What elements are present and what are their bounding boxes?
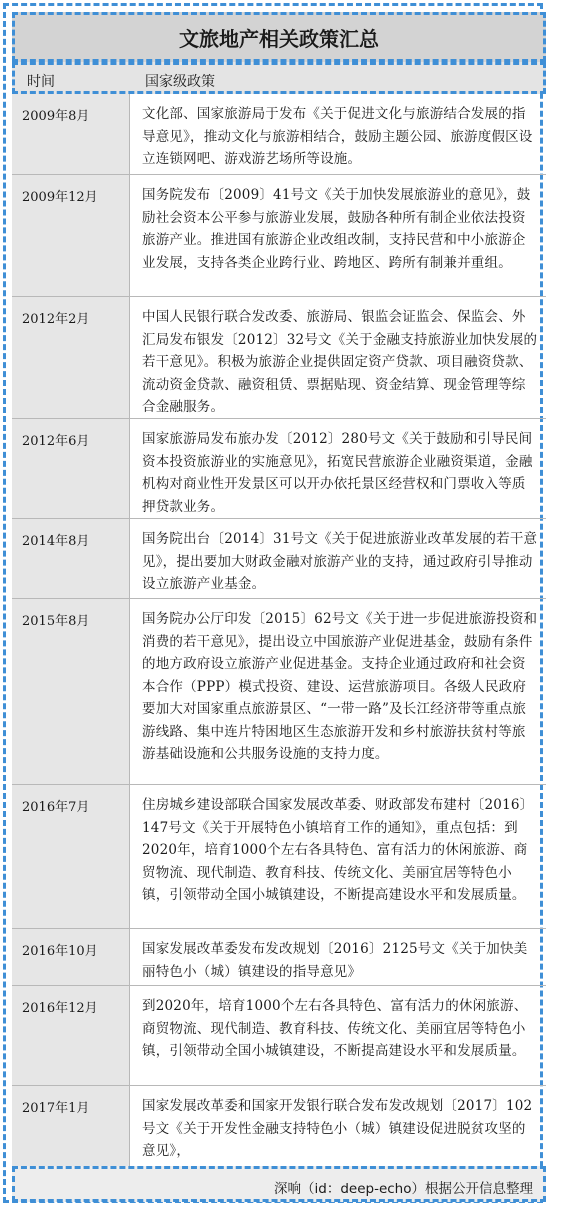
table-row: [12, 175, 546, 297]
row-policy-text: 国务院出台〔2014〕31号文《关于促进旅游业改革发展的若干意见》，提出要加大财政金融对旅游产业的支持，通过政府引导推动设立旅游产业基金。: [142, 531, 538, 592]
table-header: [12, 62, 546, 94]
row-policy-text: 中国人民银行联合发改委、旅游局、银监会证监会、保监会、外汇局发布银发〔2012〕32号文《关于金融支持旅游业加快发展的若干意见》。积极为旅游企业提供固定资产贷款、项目融资贷款、流动资金贷款、融资租赁、票据贴现、资金结算、现金管理等综合金融服务。: [142, 309, 538, 415]
row-date: 2009年12月: [12, 175, 130, 296]
row-policy-text: 住房城乡建设部联合国家发展改革委、财政部发布建村〔2016〕147号文《关于开展特色小镇培育工作的通知》，重点包括：到2020年，培育1000个左右各具特色、富有活力的休闲旅游、商贸物流、现代制造、教育科技、传统文化、美丽宜居等特色小镇，引领带动全国小城镇建设，不断提高建设水平和发展质量。: [142, 797, 534, 903]
table-row: [12, 419, 546, 519]
row-date: 2012年6月: [12, 419, 130, 518]
header-time: 时间: [27, 74, 55, 90]
policy-table: [12, 94, 546, 1166]
row-date: 2016年12月: [12, 986, 130, 1085]
row-date: 2016年10月: [12, 929, 130, 985]
row-policy-text: 国家发展改革委和国家开发银行联合发布发改规划〔2017〕102号文《关于开发性金融支持特色小（城）镇建设促进脱贫攻坚的意见》，: [142, 1098, 533, 1159]
header-policy: 国家级政策: [145, 74, 215, 90]
row-policy-text: 国家发展改革委发布发改规划〔2016〕2125号文《关于加快美丽特色小（城）镇建设的指导意见》: [142, 941, 528, 980]
table-row: [12, 785, 546, 929]
table-title: [12, 12, 546, 62]
table-row: [12, 929, 546, 986]
row-policy-text: 文化部、国家旅游局于发布《关于促进文化与旅游结合发展的指导意见》，推动文化与旅游相结合，鼓励主题公园、旅游度假区设立连锁网吧、游戏游艺场所等设施。: [142, 106, 533, 167]
row-date: 2015年8月: [12, 599, 130, 784]
source-footer: [12, 1166, 546, 1202]
table-row: [12, 986, 546, 1086]
row-date: 2012年2月: [12, 297, 130, 418]
row-policy-text: 国家旅游局发布旅办发〔2012〕280号文《关于鼓励和引导民间资本投资旅游业的实施意见》，拓宽民营旅游企业融资渠道，金融机构对商业性开发景区可以开办依托景区经营权和门票收入等质押贷款业务。: [142, 431, 533, 515]
table-row: [12, 1086, 546, 1166]
row-policy-text: 到2020年，培育1000个左右各具特色、富有活力的休闲旅游、商贸物流、现代制造、教育科技、传统文化、美丽宜居等特色小镇，引领带动全国小城镇建设，不断提高建设水平和发展质量。: [142, 998, 528, 1059]
row-date: 2017年1月: [12, 1086, 130, 1166]
row-date: 2014年8月: [12, 519, 130, 598]
table-row: [12, 94, 546, 175]
table-row: [12, 599, 546, 785]
row-policy-text: 国务院办公厅印发〔2015〕62号文《关于进一步促进旅游投资和消费的若干意见》，提出设立中国旅游产业促进基金，鼓励有条件的地方政府设立旅游产业促进基金。支持企业通过政府和社会资本合作（PPP）模式投资、建设、运营旅游项目。各级人民政府要加大对国家重点旅游景区、“一带一路”及长江经济带等重点旅游线路、集中连片特困地区生态旅游开发和乡村旅游扶贫村等旅游基础设施和公共服务设施的支持力度。: [142, 611, 538, 762]
table-row: [12, 297, 546, 419]
table-title-text: 文旅地产相关政策汇总: [179, 26, 379, 51]
row-date: 2009年8月: [12, 94, 130, 174]
source-credit: 深响（id：deep-echo）根据公开信息整理: [274, 1181, 533, 1197]
table-row: [12, 519, 546, 599]
row-policy-text: 国务院发布〔2009〕41号文《关于加快发展旅游业的意见》，鼓励社会资本公平参与旅游业发展，鼓励各种所有制企业依法投资旅游产业。推进国有旅游企业改组改制，支持民营和中小旅游企业发展，支持各类企业跨行业、跨地区、跨所有制兼并重组。: [142, 187, 531, 271]
row-date: 2016年7月: [12, 785, 130, 928]
